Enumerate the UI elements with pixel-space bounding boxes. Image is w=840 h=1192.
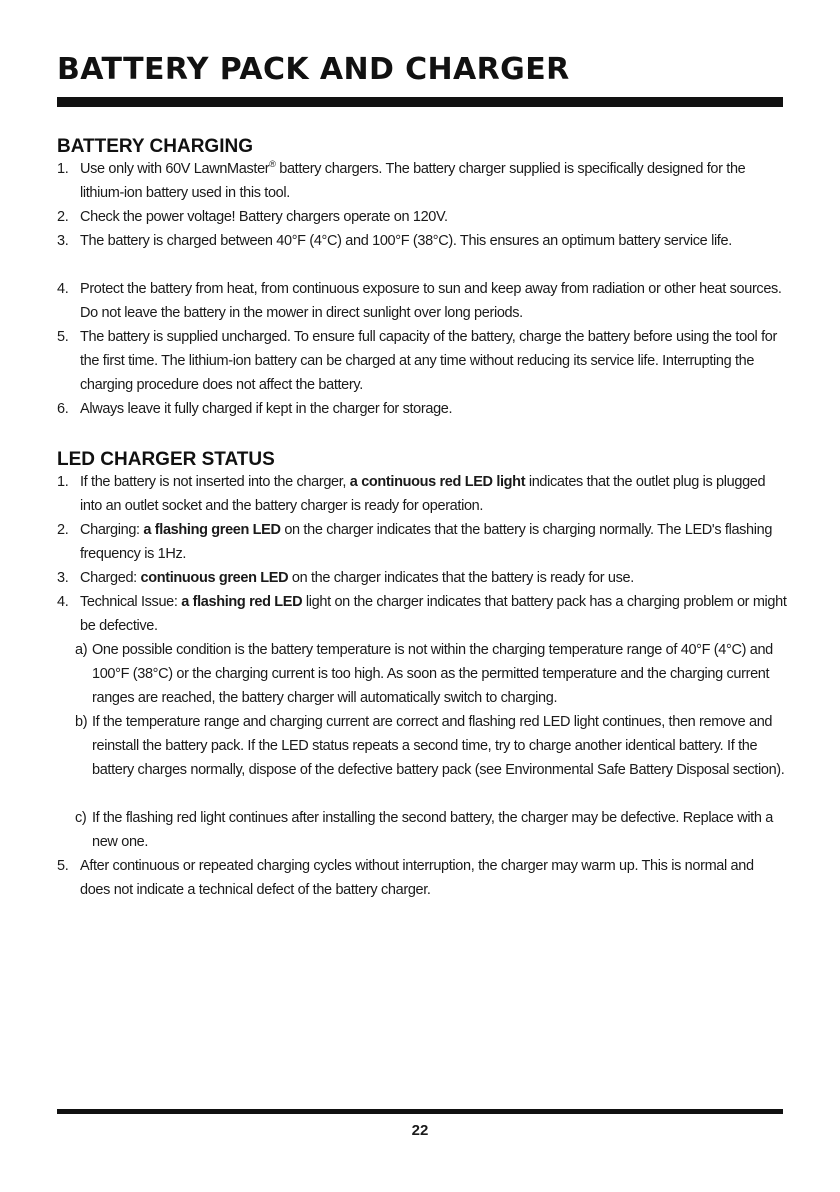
battery-charging-item-5 xyxy=(57,325,787,397)
item-number: 5. xyxy=(57,329,69,345)
title-divider xyxy=(57,97,783,107)
battery-charging-item-4 xyxy=(57,277,787,325)
led-status-subitem-c xyxy=(75,806,787,854)
subitem-text: If the temperature range and charging current are correct and flashing red LED light continues, then remove and reinstall the battery pack. If the LED status repeats a second time, try to charge another identical battery. If the battery charges normally, dispose of the defective battery pack (see Environmental Safe Battery Disposal section). xyxy=(92,714,785,778)
item-number: 3. xyxy=(57,233,69,249)
battery-charging-item-2 xyxy=(57,205,787,229)
registered-mark: ® xyxy=(269,159,276,169)
led-status-subitem-b xyxy=(75,710,787,782)
item-number: 3. xyxy=(57,570,69,586)
item-text: If the battery is not inserted into the charger, xyxy=(80,474,350,490)
item-text: Use only with 60V LawnMaster xyxy=(80,161,270,177)
battery-charging-heading: BATTERY CHARGING xyxy=(57,136,253,157)
item-text: Check the power voltage! Battery chargers operate on 120V. xyxy=(80,209,448,225)
item-text: After continuous or repeated charging cycles without interruption, the charger may warm up. This is normal and does not indicate a technical defect of the battery charger. xyxy=(80,858,754,898)
led-status-item-1 xyxy=(57,470,787,518)
item-number: 1. xyxy=(57,474,69,490)
item-number: 5. xyxy=(57,858,69,874)
item-emphasis: a flashing green LED xyxy=(143,522,281,538)
item-text: Protect the battery from heat, from continuous exposure to sun and keep away from radiation or other heat sources. Do not leave the battery in the mower in direct sunlight over long periods. xyxy=(80,281,782,321)
led-status-item-5 xyxy=(57,854,787,902)
page-number: 22 xyxy=(411,1122,429,1139)
subitem-text: One possible condition is the battery temperature is not within the charging temperature range of 40°F (4°C) and 100°F (38°C) or the charging current is too high. As soon as the permitted temperature and the charging current ranges are reached, the battery charger will automatically switch to charging. xyxy=(92,642,773,706)
item-text: The battery is supplied uncharged. To ensure full capacity of the battery, charge the battery before using the tool for the first time. The lithium-ion battery can be charged at any time without reducing its service life. Interrupting the charging procedure does not affect the battery. xyxy=(80,329,777,393)
battery-charging-item-3 xyxy=(57,229,787,253)
item-number: 2. xyxy=(57,209,69,225)
item-number: 4. xyxy=(57,281,69,297)
item-emphasis: a flashing red LED xyxy=(181,594,303,610)
battery-charging-item-1 xyxy=(57,157,787,205)
item-text: Charging: xyxy=(80,522,144,538)
subitem-text: If the flashing red light continues after installing the second battery, the charger may be defective. Replace with a new one. xyxy=(92,810,773,850)
item-text: The battery is charged between 40°F (4°C) and 100°F (38°C). This ensures an optimum battery service life. xyxy=(80,233,732,249)
item-number: 6. xyxy=(57,401,69,417)
led-charger-status-heading: LED CHARGER STATUS xyxy=(57,449,275,470)
item-text: Charged: xyxy=(80,570,141,586)
item-number: 4. xyxy=(57,594,69,610)
led-status-item-4 xyxy=(57,590,787,638)
item-text: Always leave it fully charged if kept in the charger for storage. xyxy=(80,401,453,417)
led-status-item-2 xyxy=(57,518,787,566)
item-number: 2. xyxy=(57,522,69,538)
subitem-letter: a) xyxy=(75,642,88,658)
item-text: Technical Issue: xyxy=(80,594,182,610)
item-text: on the charger indicates that the battery is charging normally. The LED's flashing frequency is 1Hz. xyxy=(80,522,773,562)
led-status-item-3 xyxy=(57,566,787,590)
subitem-letter: b) xyxy=(75,714,88,730)
item-text: on the charger indicates that the battery is ready for use. xyxy=(288,570,634,586)
battery-charging-item-6 xyxy=(57,397,787,421)
footer-divider xyxy=(57,1109,783,1114)
led-status-subitem-a xyxy=(75,638,787,710)
subitem-letter: c) xyxy=(75,810,87,826)
item-text: indicates that the outlet plug is plugged into an outlet socket and the battery charger is ready for operation. xyxy=(80,474,766,514)
item-text: battery chargers. The battery charger supplied is specifically designed for the lithium-ion battery used in this tool. xyxy=(80,161,746,201)
item-emphasis: a continuous red LED light xyxy=(349,474,526,490)
item-text: light on the charger indicates that battery pack has a charging problem or might be defective. xyxy=(80,594,787,634)
item-number: 1. xyxy=(57,161,69,177)
item-emphasis: continuous green LED xyxy=(140,570,289,586)
page-title: BATTERY PACK AND CHARGER xyxy=(57,52,570,87)
